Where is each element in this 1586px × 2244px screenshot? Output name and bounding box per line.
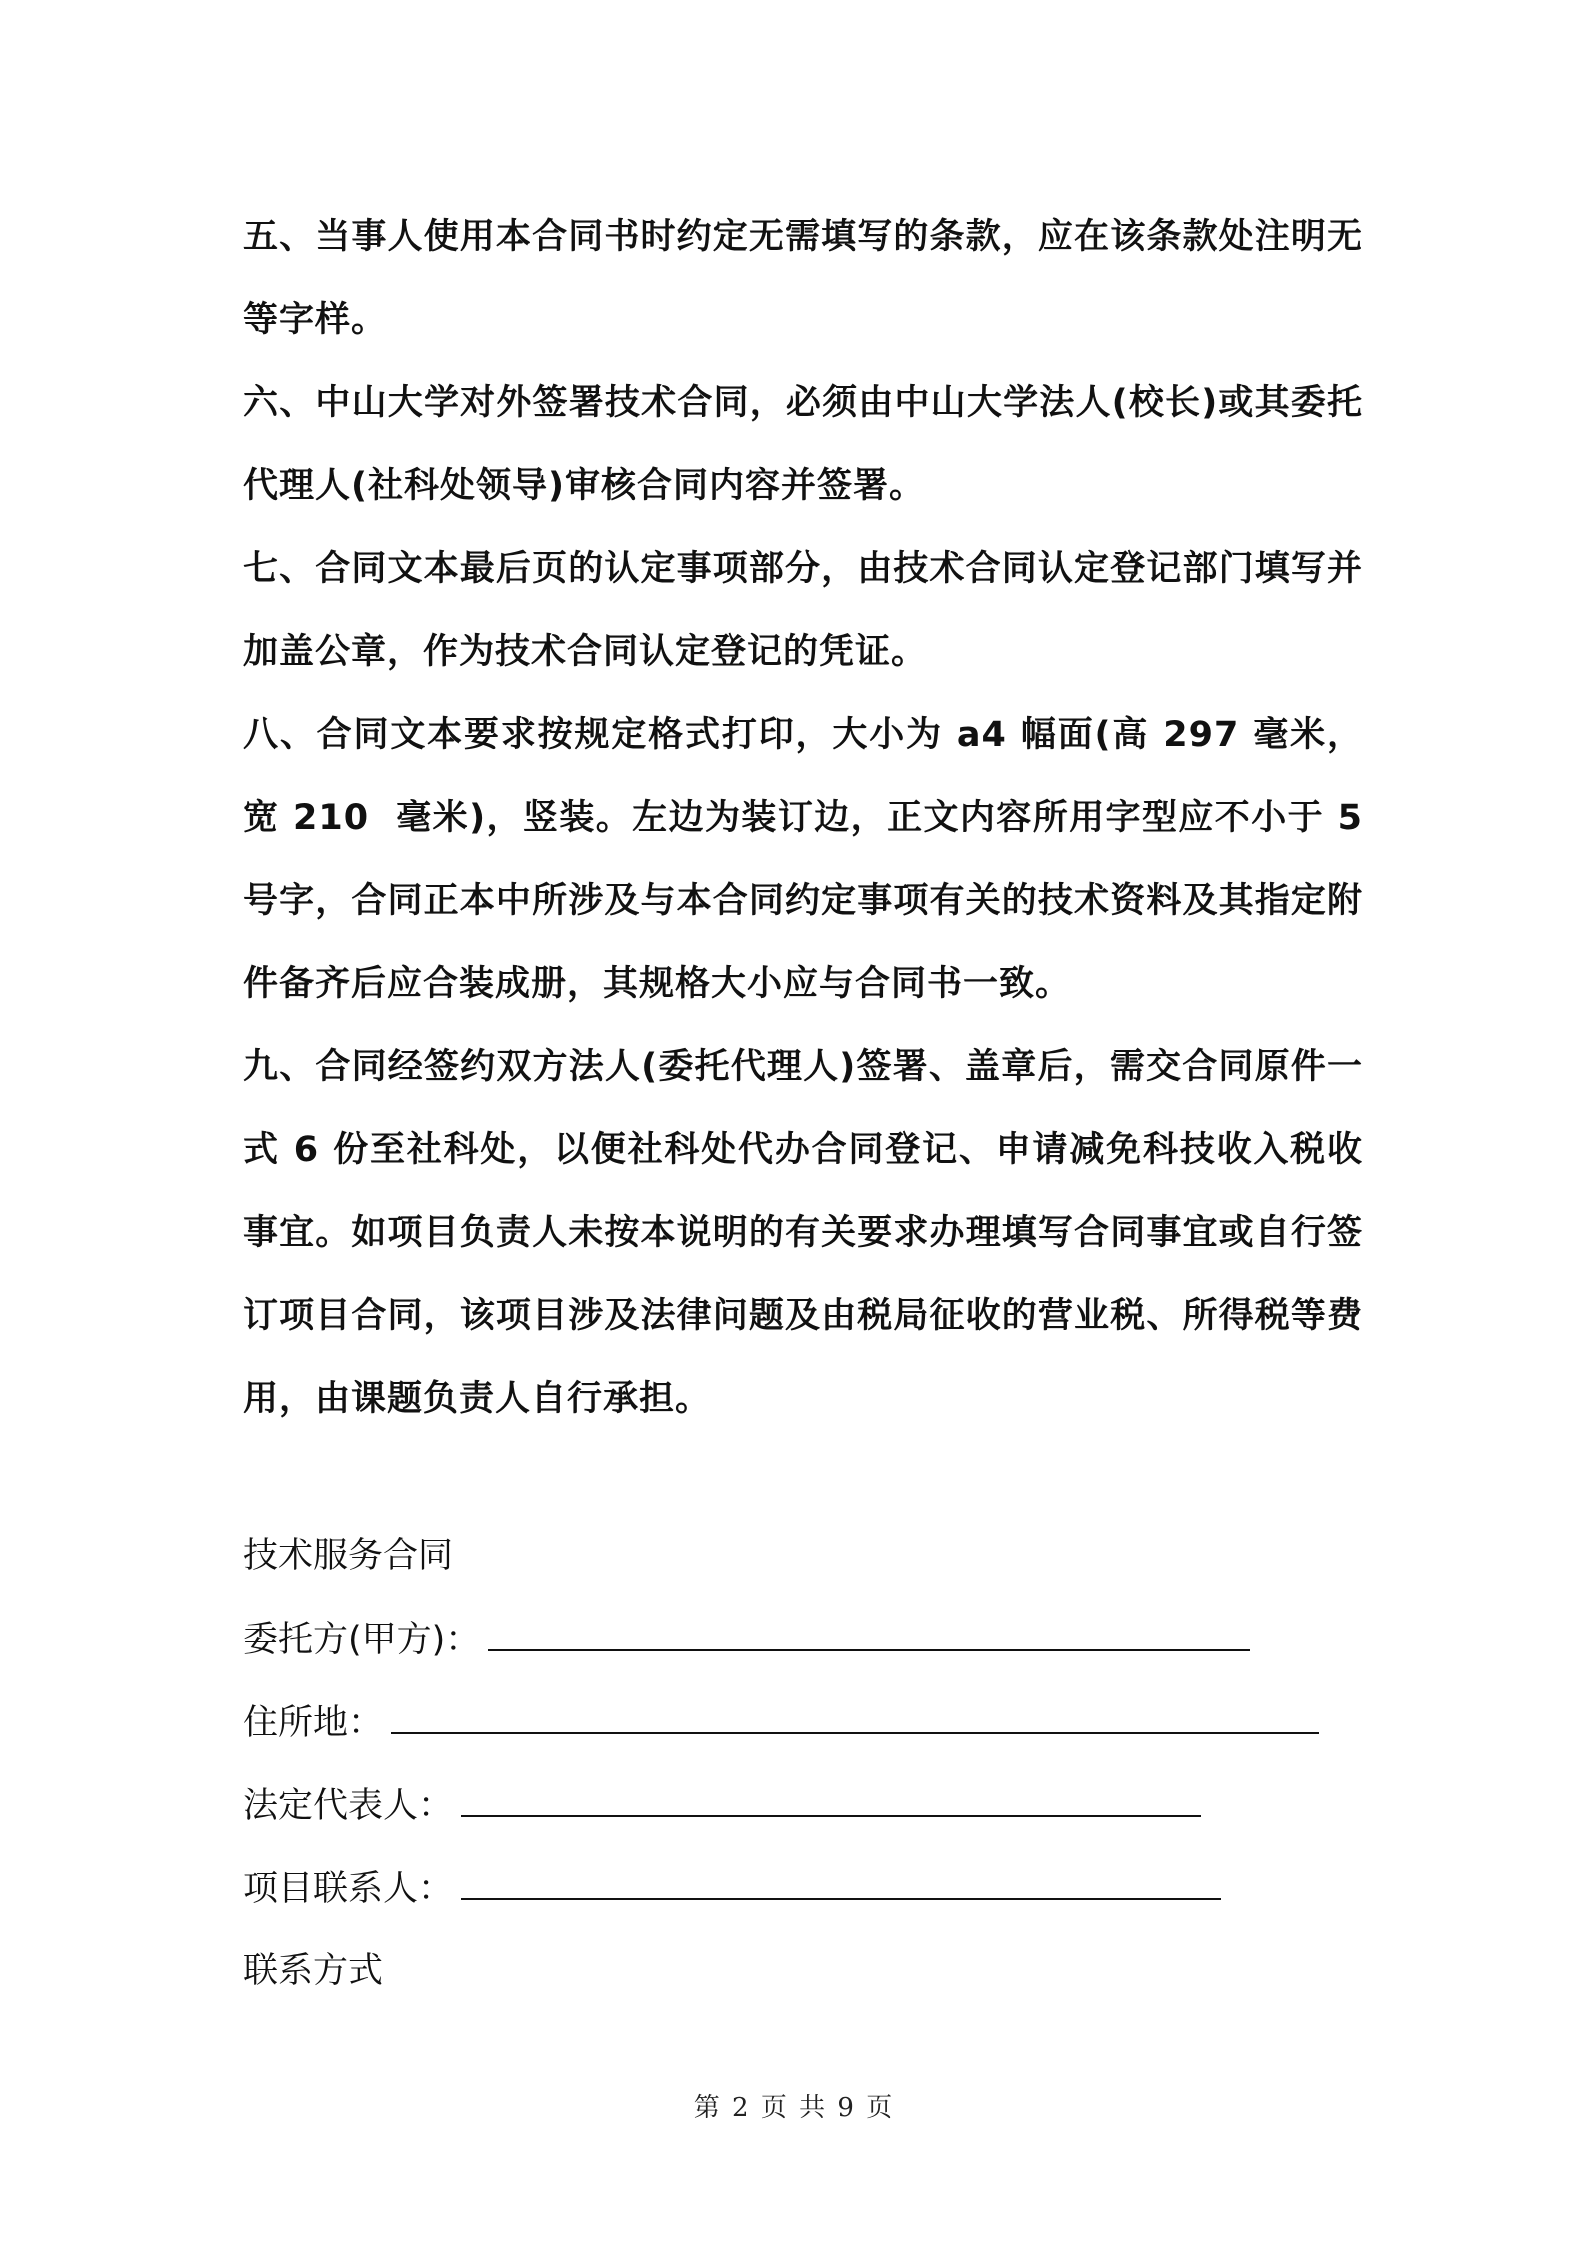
address-blank-line[interactable] — [391, 1692, 1319, 1734]
contact-person-blank-line[interactable] — [461, 1858, 1221, 1900]
contract-section — [243, 1526, 1363, 2024]
page-number-footer: 第 2 页 共 9 页 — [693, 2093, 893, 2123]
address-label: 住所地： — [243, 1703, 384, 1743]
contact-method-label: 联系方式 — [243, 1951, 384, 1991]
legal-rep-blank-line[interactable] — [461, 1775, 1201, 1817]
client-blank-line[interactable] — [488, 1609, 1250, 1651]
clause-9: 九、合同经签约双方法人(委托代理人)签署、盖章后，需交合同原件一 式 6 份至社科处，以便社科处代办合同登记、申请减免科技收入税收事宜。如项目负责人未按本说明的有关要求办理填写合同事宜或自行签订项目合同，该项目涉及法律问题及由税局征收的营业税、所得税等费用，由课题负责人自行承担。 — [243, 1047, 1390, 1419]
contact-person-label: 项目联系人： — [243, 1869, 454, 1909]
contract-title: 技术服务合同 — [243, 1536, 454, 1576]
legal-rep-field — [243, 1775, 1363, 1835]
legal-rep-label: 法定代表人： — [243, 1786, 454, 1826]
address-field — [243, 1692, 1363, 1752]
client-field — [243, 1609, 1363, 1669]
contact-method-field — [243, 1941, 1363, 2001]
clause-8: 八、合同文本要求按规定格式打印，大小为 a4 幅面(高 297 毫米，宽 210 毫米)，竖装。左边为装订边，正文内容所用字型应不小于 5 号字，合同正本中所涉及与本合同约定事项有关的技术资料及其指定附件备齐后应合装成册，其规格大小应与合同书一致。 — [243, 715, 1377, 1004]
contact-person-field — [243, 1858, 1363, 1918]
clause-5: 五、当事人使用本合同书时约定无需填写的条款，应在该条款处注明无等字样。 — [243, 217, 1363, 340]
client-label: 委托方(甲方)： — [243, 1620, 481, 1660]
clause-6: 六、中山大学对外签署技术合同，必须由中山大学法人(校长)或其委托 代理人(社科处领导)审核合同内容并签署。 — [243, 383, 1390, 506]
instruction-clauses — [243, 196, 1390, 1441]
clause-7: 七、合同文本最后页的认定事项部分，由技术合同认定登记部门填写并加盖公章，作为技术合同认定登记的凭证。 — [243, 549, 1363, 672]
